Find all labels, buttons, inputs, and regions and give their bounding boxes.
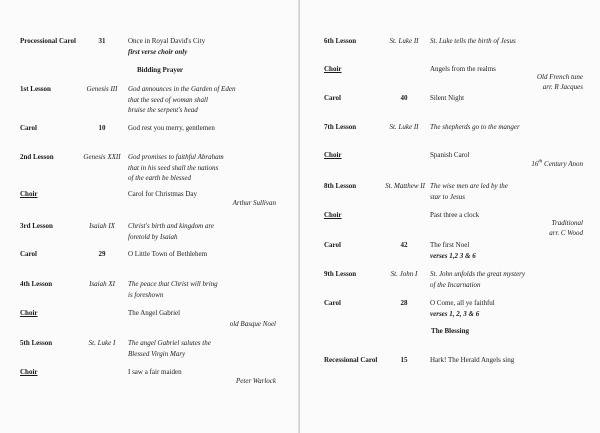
left-page [0, 0, 299, 433]
lesson-5-label: 5th Lesson [20, 339, 53, 347]
carol-40-number: 40 [400, 94, 408, 102]
lesson-9-label: 9th Lesson [324, 270, 357, 278]
choir-5-title: Spanish Carol [430, 151, 470, 159]
lesson-8-line: star to Jesus [430, 192, 465, 201]
lesson-5-text [128, 338, 278, 359]
processional-title: Once in Royal David's City [128, 37, 206, 45]
choir-4-label: Choir [324, 65, 342, 73]
blessing-heading: The Blessing [431, 327, 469, 335]
choir-6-credit-1: Traditional [551, 219, 583, 227]
carol-42-title: The first Noel [430, 241, 470, 249]
lesson-1-line: bruise the serpent's head [128, 106, 198, 114]
lesson-1-line: God announces in the Garden of Eden [128, 85, 236, 93]
processional-number: 31 [98, 37, 106, 45]
bidding-prayer-heading: Bidding Prayer [136, 66, 184, 74]
choir-4-credit-1: Old French tune [536, 73, 583, 81]
choir-3-credit: Peter Warlock [236, 377, 276, 385]
lesson-9-line: of the Incarnation [430, 280, 481, 289]
lesson-6-text [430, 36, 590, 47]
lesson-1-ref: Genesis III [86, 85, 118, 93]
lesson-2-line: that in his seed shall the nations [128, 163, 219, 172]
choir-5-credit-suffix: th [538, 159, 543, 165]
lesson-9-ref: St. John I [390, 270, 418, 278]
choir-1-credit: Arthur Sullivan [232, 199, 276, 207]
carol-42-label: Carol [324, 241, 341, 249]
choir-5-credit-century: 16 [531, 160, 539, 168]
choir-3-label: Choir [20, 368, 38, 376]
recessional-number: 15 [400, 356, 408, 364]
carol-28-number: 28 [400, 299, 408, 307]
lesson-3-label: 3rd Lesson [20, 222, 53, 230]
processional-label: Processional Carol [20, 37, 76, 45]
choir-5-credit [450, 160, 583, 168]
choir-3-title: I saw a fair maiden [128, 368, 182, 376]
carol-28-note: verses 1, 2, 3 & 6 [430, 309, 480, 318]
carol-42-number: 42 [400, 241, 408, 249]
lesson-2-line: of the earth be blessed [128, 174, 191, 182]
lesson-1-label: 1st Lesson [20, 85, 51, 93]
carol-29-label: Carol [20, 250, 37, 258]
lesson-6-ref: St. Luke II [389, 37, 419, 45]
recessional-title: Hark! The Herald Angels sing [430, 356, 515, 364]
choir-5-credit-rest: Century Anon [542, 160, 583, 168]
choir-4-credit-2: arr. R Jacques [542, 83, 583, 91]
choir-1-title: Carol for Christmas Day [128, 190, 198, 198]
choir-4-title: Angels from the realms [430, 65, 496, 73]
lesson-3-line: Christ's birth and kingdom are [128, 222, 215, 230]
carol-10-number: 10 [98, 124, 106, 132]
lesson-8-text [430, 181, 590, 202]
lesson-4-line: is foreshown [128, 290, 164, 299]
lesson-8-label: 8th Lesson [324, 182, 357, 190]
choir-6-label: Choir [324, 211, 342, 219]
carol-42-text [430, 240, 590, 261]
lesson-9-text [430, 269, 590, 290]
lesson-2-line: God promises to faithful Abraham [128, 153, 224, 161]
lesson-7-ref: St. Luke II [389, 123, 419, 131]
carol-40-title: Silent Night [430, 94, 465, 102]
lesson-7-line: The shepherds go to the manger [430, 123, 520, 131]
lesson-5-line: Blessed Virgin Mary [128, 349, 186, 358]
lesson-6-line: St. Luke tells the birth of Jesus [430, 37, 516, 45]
choir-6-title: Past three a clock [430, 211, 480, 219]
lesson-3-text [128, 221, 278, 242]
lesson-5-line: The angel Gabriel salutes the [128, 339, 211, 347]
carol-28-text [430, 298, 590, 319]
lesson-3-ref: Isaiah IX [89, 222, 115, 230]
lesson-1-line: that the seed of woman shall [128, 95, 208, 104]
carol-29-number: 29 [98, 250, 106, 258]
lesson-2-ref: Genesis XXII [83, 153, 121, 161]
lesson-7-label: 7th Lesson [324, 123, 357, 131]
processional-note: first verse choir only [128, 47, 188, 56]
carol-29-title: O Little Town of Bethlehem [128, 250, 208, 258]
carol-10-title: God rest you merry, gentlemen [128, 124, 215, 132]
lesson-2-label: 2nd Lesson [20, 153, 54, 161]
lesson-4-text [128, 279, 278, 300]
choir-5-label: Choir [324, 151, 342, 159]
processional-text [128, 36, 278, 57]
lesson-4-label: 4th Lesson [20, 280, 53, 288]
choir-1-label: Choir [20, 190, 38, 198]
lesson-8-ref: St. Matthew II [385, 182, 425, 190]
lesson-3-line: foretold by Isaiah [128, 232, 178, 241]
carol-10-label: Carol [20, 124, 37, 132]
lesson-6-label: 6th Lesson [324, 37, 357, 45]
carol-28-label: Carol [324, 299, 341, 307]
lesson-9-line: St. John unfolds the great mystery [430, 270, 526, 278]
carol-28-title: O Come, all ye faithful [430, 299, 495, 307]
lesson-2-text [128, 152, 278, 184]
choir-6-credit-2: arr. C Wood [549, 229, 583, 237]
lesson-1-text [128, 84, 278, 116]
lesson-8-line: The wise men are led by the [430, 182, 508, 190]
choir-2-credit: old Basque Noel [229, 320, 276, 328]
lesson-7-text [430, 122, 590, 133]
lesson-4-ref: Isaiah XI [89, 280, 115, 288]
carol-42-note: verses 1,2 3 & 6 [430, 251, 476, 260]
right-page [300, 0, 600, 433]
choir-2-title: The Angel Gabriel [128, 309, 181, 317]
lesson-5-ref: St. Luke I [88, 339, 116, 347]
choir-2-label: Choir [20, 309, 38, 317]
lesson-4-line: The peace that Christ will bring [128, 280, 218, 288]
carol-40-label: Carol [324, 94, 341, 102]
recessional-label: Recessional Carol [324, 356, 378, 364]
